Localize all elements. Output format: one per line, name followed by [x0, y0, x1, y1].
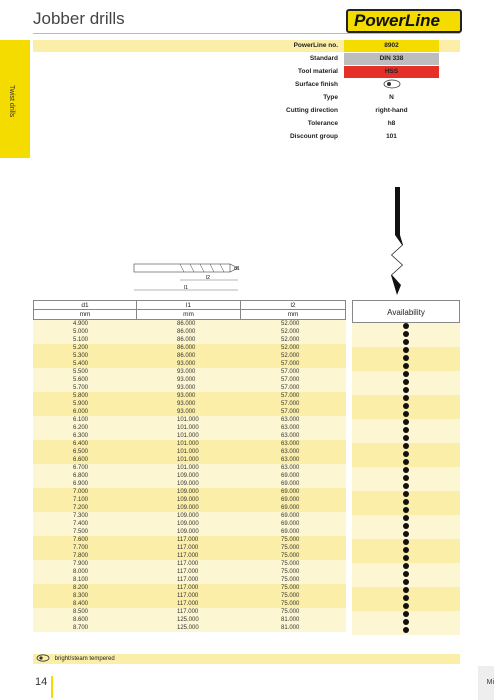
table-cell: 63.000 [281, 417, 300, 423]
table-cell: 7.100 [73, 497, 89, 503]
table-cell: 75.000 [281, 545, 300, 551]
in-stock-dot-icon [403, 387, 409, 393]
table-row [33, 488, 346, 496]
in-stock-dot-icon [403, 475, 409, 481]
in-stock-dot-icon [403, 499, 409, 505]
table-row [33, 416, 346, 424]
table-cell: 63.000 [281, 433, 300, 439]
spec-label: Tolerance [307, 120, 338, 127]
table-row [33, 592, 346, 600]
table-cell: 6.100 [73, 417, 89, 423]
table-cell: 101.000 [177, 417, 199, 423]
table-cell: 117.000 [177, 545, 199, 551]
availability-cell [352, 323, 460, 331]
table-cell: 109.000 [177, 513, 199, 519]
spec-label: Standard [309, 55, 338, 62]
dimension-table [33, 300, 346, 632]
availability-cell [352, 339, 460, 347]
table-cell: 6.000 [73, 409, 89, 415]
availability-cell [352, 411, 460, 419]
availability-cell [352, 387, 460, 395]
in-stock-dot-icon [403, 355, 409, 361]
in-stock-dot-icon [403, 603, 409, 609]
table-cell: 57.000 [281, 361, 300, 367]
table-cell: 7.400 [73, 521, 89, 527]
table-cell: 109.000 [177, 481, 199, 487]
in-stock-dot-icon [403, 555, 409, 561]
page-accent-bar [51, 676, 53, 698]
spec-value [344, 79, 439, 91]
page-number: 14 [35, 676, 48, 688]
title-divider [33, 33, 460, 34]
table-cell: 5.500 [73, 369, 89, 375]
table-cell: 6.600 [73, 457, 89, 463]
table-cell: 117.000 [177, 577, 199, 583]
table-cell: 7.900 [73, 561, 89, 567]
in-stock-dot-icon [403, 347, 409, 353]
availability-cell [352, 491, 460, 499]
table-cell: 57.000 [281, 393, 300, 399]
table-row [33, 424, 346, 432]
column-header: l2 [241, 300, 346, 310]
table-cell: 5.300 [73, 353, 89, 359]
table-cell: 125.000 [177, 625, 199, 631]
table-cell: 52.000 [281, 337, 300, 343]
table-cell: 81.000 [281, 625, 300, 631]
table-row [33, 344, 346, 352]
table-cell: 8.400 [73, 601, 89, 607]
column-header: d1 [33, 300, 137, 310]
table-cell: 117.000 [177, 537, 199, 543]
table-cell: 57.000 [281, 401, 300, 407]
in-stock-dot-icon [403, 379, 409, 385]
in-stock-dot-icon [403, 371, 409, 377]
table-cell: 5.400 [73, 361, 89, 367]
availability-cell [352, 355, 460, 363]
powerline-logo: PowerLine [346, 9, 462, 33]
table-cell: 6.200 [73, 425, 89, 431]
table-cell: 86.000 [177, 329, 196, 335]
footnote [33, 654, 460, 664]
table-cell: 75.000 [281, 585, 300, 591]
in-stock-dot-icon [403, 595, 409, 601]
in-stock-dot-icon [403, 395, 409, 401]
table-cell: 86.000 [177, 353, 196, 359]
table-cell: 117.000 [177, 585, 199, 591]
spec-label: Tool material [298, 68, 338, 75]
table-cell: 93.000 [177, 369, 196, 375]
availability-cell [352, 395, 460, 403]
availability-cell [352, 539, 460, 547]
table-cell: 63.000 [281, 425, 300, 431]
table-cell: 117.000 [177, 593, 199, 599]
availability-cell [352, 403, 460, 411]
availability-cell [352, 419, 460, 427]
availability-cell [352, 603, 460, 611]
in-stock-dot-icon [403, 579, 409, 585]
table-cell: 57.000 [281, 409, 300, 415]
table-row [33, 608, 346, 616]
footnote-text: bright/steam tempered [54, 656, 115, 662]
table-row [33, 384, 346, 392]
table-cell: 57.000 [281, 377, 300, 383]
table-cell: 109.000 [177, 473, 199, 479]
table-cell: 117.000 [177, 553, 199, 559]
table-cell: 8.000 [73, 569, 89, 575]
table-row [33, 448, 346, 456]
table-cell: 75.000 [281, 609, 300, 615]
table-cell: 69.000 [281, 505, 300, 511]
table-cell: 93.000 [177, 401, 196, 407]
spec-row [33, 105, 460, 118]
table-cell: 101.000 [177, 465, 199, 471]
in-stock-dot-icon [403, 523, 409, 529]
table-cell: 6.900 [73, 481, 89, 487]
spec-row [33, 92, 460, 105]
column-unit: mm [241, 310, 346, 320]
availability-cell [352, 547, 460, 555]
availability-cell [352, 579, 460, 587]
steam-tempered-icon [36, 654, 50, 662]
availability-cell [352, 483, 460, 491]
table-row [33, 456, 346, 464]
drill-dimension-diagram [130, 258, 242, 298]
table-cell: 7.000 [73, 489, 89, 495]
table-cell: 75.000 [281, 537, 300, 543]
in-stock-dot-icon [403, 419, 409, 425]
availability-cell [352, 475, 460, 483]
in-stock-dot-icon [403, 363, 409, 369]
table-cell: 8.300 [73, 593, 89, 599]
availability-cell [352, 531, 460, 539]
table-cell: 6.800 [73, 473, 89, 479]
in-stock-dot-icon [403, 403, 409, 409]
in-stock-dot-icon [403, 339, 409, 345]
in-stock-dot-icon [403, 547, 409, 553]
table-cell: 7.500 [73, 529, 89, 535]
table-cell: 93.000 [177, 361, 196, 367]
spec-value: right-hand [375, 107, 408, 114]
spec-table [33, 40, 460, 144]
table-row [33, 520, 346, 528]
table-cell: 101.000 [177, 433, 199, 439]
table-cell: 69.000 [281, 489, 300, 495]
in-stock-dot-icon [403, 467, 409, 473]
table-row [33, 496, 346, 504]
section-side-tab[interactable] [0, 40, 30, 158]
steam-tempered-icon [383, 79, 401, 89]
table-row [33, 528, 346, 536]
table-cell: 6.300 [73, 433, 89, 439]
table-cell: 5.000 [73, 329, 89, 335]
table-cell: 117.000 [177, 601, 199, 607]
table-row [33, 576, 346, 584]
table-cell: 5.900 [73, 401, 89, 407]
table-cell: 101.000 [177, 457, 199, 463]
table-cell: 5.200 [73, 345, 89, 351]
in-stock-dot-icon [403, 531, 409, 537]
availability-cell [352, 379, 460, 387]
table-cell: 75.000 [281, 601, 300, 607]
availability-cell [352, 371, 460, 379]
table-cell: 63.000 [281, 457, 300, 463]
table-row [33, 400, 346, 408]
table-cell: 57.000 [281, 385, 300, 391]
table-cell: 69.000 [281, 481, 300, 487]
table-row [33, 600, 346, 608]
availability-cell [352, 563, 460, 571]
in-stock-dot-icon [403, 459, 409, 465]
spec-value: N [389, 94, 394, 101]
table-cell: 4.900 [73, 321, 89, 327]
table-row [33, 512, 346, 520]
table-cell: 75.000 [281, 577, 300, 583]
in-stock-dot-icon [403, 611, 409, 617]
table-row [33, 480, 346, 488]
in-stock-dot-icon [403, 491, 409, 497]
table-cell: 52.000 [281, 353, 300, 359]
page-title: Jobber drills [33, 9, 125, 28]
availability-cell [352, 571, 460, 579]
availability-header: Availability [352, 300, 460, 323]
table-row [33, 360, 346, 368]
table-cell: 52.000 [281, 345, 300, 351]
table-cell: 75.000 [281, 569, 300, 575]
availability-cell [352, 435, 460, 443]
table-row [33, 328, 346, 336]
availability-cell [352, 331, 460, 339]
in-stock-dot-icon [403, 323, 409, 329]
availability-cell [352, 619, 460, 627]
table-cell: 101.000 [177, 425, 199, 431]
spec-row [33, 79, 460, 92]
table-cell: 8.200 [73, 585, 89, 591]
table-row [33, 352, 346, 360]
in-stock-dot-icon [403, 507, 409, 513]
in-stock-dot-icon [403, 435, 409, 441]
availability-cell [352, 459, 460, 467]
availability-cell [352, 587, 460, 595]
table-cell: 7.700 [73, 545, 89, 551]
table-cell: 63.000 [281, 449, 300, 455]
availability-column [352, 300, 460, 635]
table-cell: 109.000 [177, 505, 199, 511]
table-cell: 6.700 [73, 465, 89, 471]
table-row [33, 472, 346, 480]
table-cell: 86.000 [177, 345, 196, 351]
table-cell: 7.800 [73, 553, 89, 559]
in-stock-dot-icon [403, 571, 409, 577]
table-cell: 93.000 [177, 377, 196, 383]
column-header: l1 [137, 300, 241, 310]
table-row [33, 616, 346, 624]
in-stock-dot-icon [403, 587, 409, 593]
table-cell: 69.000 [281, 521, 300, 527]
table-cell: 125.000 [177, 617, 199, 623]
spec-label: Discount group [289, 133, 338, 140]
table-cell: 117.000 [177, 609, 199, 615]
table-row [33, 376, 346, 384]
table-row [33, 336, 346, 344]
table-cell: 63.000 [281, 465, 300, 471]
table-row [33, 504, 346, 512]
table-cell: 69.000 [281, 497, 300, 503]
availability-cell [352, 555, 460, 563]
availability-cell [352, 443, 460, 451]
spec-value: HSS [344, 66, 439, 78]
table-cell: 81.000 [281, 617, 300, 623]
in-stock-dot-icon [403, 411, 409, 417]
table-row [33, 464, 346, 472]
availability-cell [352, 611, 460, 619]
in-stock-dot-icon [403, 539, 409, 545]
table-cell: 117.000 [177, 569, 199, 575]
table-cell: 93.000 [177, 409, 196, 415]
availability-cell [352, 363, 460, 371]
side-tab-label: Twist drills [8, 85, 15, 118]
availability-cell [352, 627, 460, 635]
table-cell: 93.000 [177, 385, 196, 391]
column-unit: mm [137, 310, 241, 320]
table-cell: 7.600 [73, 537, 89, 543]
table-cell: 5.600 [73, 377, 89, 383]
table-cell: 75.000 [281, 593, 300, 599]
drill-photo [386, 185, 408, 297]
table-row [33, 624, 346, 632]
in-stock-dot-icon [403, 515, 409, 521]
column-unit: mm [33, 310, 137, 320]
spec-label: Surface finish [295, 81, 338, 88]
table-cell: 75.000 [281, 561, 300, 567]
table-cell: 86.000 [177, 337, 196, 343]
table-cell: 8.100 [73, 577, 89, 583]
table-cell: 8.700 [73, 625, 89, 631]
table-row [33, 560, 346, 568]
table-row [33, 568, 346, 576]
availability-cell [352, 427, 460, 435]
table-cell: 69.000 [281, 513, 300, 519]
table-cell: 52.000 [281, 321, 300, 327]
table-cell: 57.000 [281, 369, 300, 375]
table-row [33, 432, 346, 440]
table-cell: 101.000 [177, 441, 199, 447]
spec-label: Type [323, 94, 338, 101]
spec-row [33, 66, 460, 79]
table-cell: 86.000 [177, 321, 196, 327]
spec-value: DIN 338 [344, 53, 439, 65]
in-stock-dot-icon [403, 451, 409, 457]
spec-row [33, 53, 460, 66]
in-stock-dot-icon [403, 331, 409, 337]
table-cell: 5.800 [73, 393, 89, 399]
table-row [33, 320, 346, 328]
spec-row [33, 40, 460, 53]
availability-cell [352, 467, 460, 475]
table-cell: 109.000 [177, 521, 199, 527]
table-cell: 69.000 [281, 529, 300, 535]
table-cell: 69.000 [281, 473, 300, 479]
spec-value: h8 [387, 120, 396, 127]
table-row [33, 368, 346, 376]
diagram-label-d1: d1 [234, 266, 240, 272]
table-cell: 101.000 [177, 449, 199, 455]
in-stock-dot-icon [403, 619, 409, 625]
table-cell: 117.000 [177, 561, 199, 567]
table-row [33, 536, 346, 544]
table-cell: 8.500 [73, 609, 89, 615]
table-cell: 109.000 [177, 529, 199, 535]
availability-cell [352, 507, 460, 515]
table-row [33, 552, 346, 560]
in-stock-dot-icon [403, 427, 409, 433]
table-row [33, 584, 346, 592]
diagram-label-l2: l2 [206, 275, 210, 281]
availability-cell [352, 499, 460, 507]
table-row [33, 440, 346, 448]
spec-label: Cutting direction [286, 107, 338, 114]
table-cell: 7.300 [73, 513, 89, 519]
in-stock-dot-icon [403, 483, 409, 489]
table-row [33, 544, 346, 552]
availability-cell [352, 451, 460, 459]
table-cell: 109.000 [177, 489, 199, 495]
diagram-label-l1: l1 [184, 285, 188, 291]
availability-cell [352, 523, 460, 531]
in-stock-dot-icon [403, 563, 409, 569]
table-row [33, 392, 346, 400]
table-cell: 8.600 [73, 617, 89, 623]
table-cell: 5.700 [73, 385, 89, 391]
table-cell: 109.000 [177, 497, 199, 503]
spec-value: 8902 [344, 40, 439, 52]
table-cell: 52.000 [281, 329, 300, 335]
table-cell: 5.100 [73, 337, 89, 343]
table-cell: 6.400 [73, 441, 89, 447]
table-cell: 75.000 [281, 553, 300, 559]
table-cell: 6.500 [73, 449, 89, 455]
table-cell: 63.000 [281, 441, 300, 447]
availability-cell [352, 595, 460, 603]
table-cell: 7.200 [73, 505, 89, 511]
spec-row [33, 118, 460, 131]
table-cell: 93.000 [177, 393, 196, 399]
spec-value: 101 [386, 133, 397, 140]
spec-row [33, 131, 460, 144]
corner-tab[interactable]: Mi [478, 666, 494, 700]
in-stock-dot-icon [403, 627, 409, 633]
availability-cell [352, 515, 460, 523]
table-row [33, 408, 346, 416]
in-stock-dot-icon [403, 443, 409, 449]
availability-cell [352, 347, 460, 355]
spec-label: PowerLine no. [293, 42, 338, 49]
